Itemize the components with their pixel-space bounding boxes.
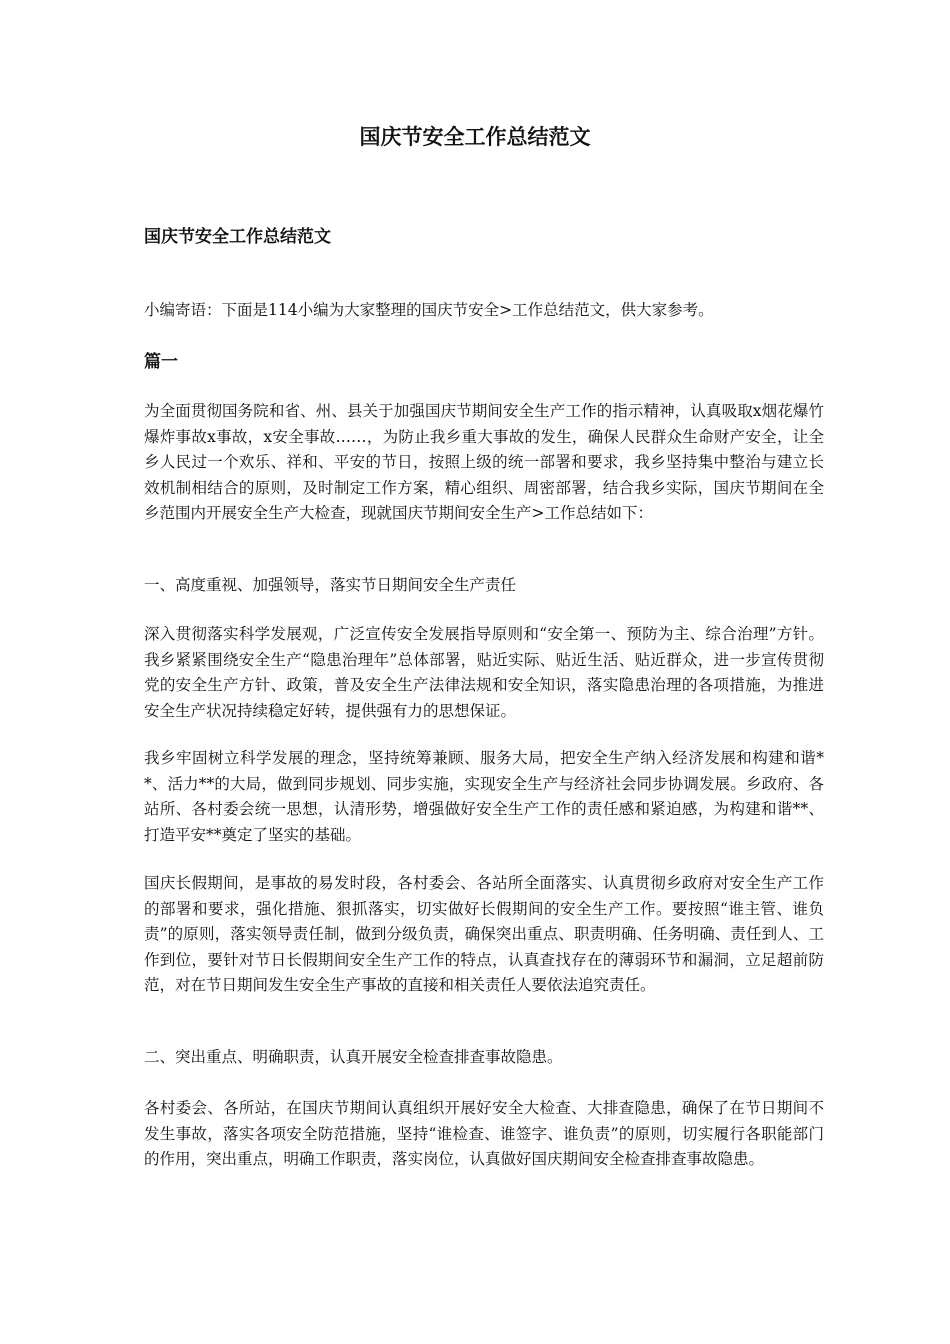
paragraph-body: 各村委会、各所站，在国庆节期间认真组织开展好安全大检查、大排查隐患，确保了在节日期间不发生事故，落实各项安全防范措施，坚持“谁检查、谁签字、谁负责”的原则，切实履行各职能部门的作用，突出重点，明确工作职责，落实岗位，认真做好国庆期间安全检查排查事故隐患。 xyxy=(144,1099,824,1168)
document-subtitle: 国庆节安全工作总结范文 xyxy=(144,227,331,247)
paragraph-body: 深入贯彻落实科学发展观，广泛宣传安全发展指导原则和“安全第一、预防为主、综合治理”方针。我乡紧紧围绕安全生产“隐患治理年”总体部署，贴近实际、贴近生活、贴近群众，进一步宣传贯彻党的安全生产方针、政策，普及安全生产法律法规和安全知识，落实隐患治理的各项措施，为推进安全生产状况持续稳定好转，提供强有力的思想保证。 xyxy=(144,625,824,720)
paragraph-body: 国庆长假期间，是事故的易发时段，各村委会、各站所全面落实、认真贯彻乡政府对安全生产工作的部署和要求，强化措施、狠抓落实，切实做好长假期间的安全生产工作。要按照“谁主管、谁负责”的原则，落实领导责任制，做到分级负责，确保突出重点、职责明确、任务明确、责任到人、工作到位，要针对节日长假期间安全生产工作的特点，认真查找存在的薄弱环节和漏洞，立足超前防范，对在节日期间发生安全生产事故的直接和相关责任人要依法追究责任。 xyxy=(144,874,824,994)
section-label: 篇一 xyxy=(144,352,178,372)
heading-part-one: 一、高度重视、加强领导，落实节日期间安全生产责任 xyxy=(144,576,517,594)
paragraph-opening: 为全面贯彻国务院和省、州、县关于加强国庆节期间安全生产工作的指示精神，认真吸取x烟花爆竹爆炸事故x事故，x安全事故……，为防止我乡重大事故的发生，确保人民群众生命财产安全，让全乡人民过一个欢乐、祥和、平安的节日，按照上级的统一部署和要求，我乡坚持集中整治与建立长效机制相结合的原则，及时制定工作方案，精心组织、周密部署，结合我乡实际，国庆节期间在全乡范围内开展安全生产大检查，现就国庆节期间安全生产>工作总结如下： xyxy=(144,402,824,522)
heading-part-two: 二、突出重点、明确职责，认真开展安全检查排查事故隐患。 xyxy=(144,1048,563,1066)
document-title: 国庆节安全工作总结范文 xyxy=(359,124,591,149)
intro-paragraph: 小编寄语：下面是114小编为大家整理的国庆节安全>工作总结范文，供大家参考。 xyxy=(144,301,714,319)
paragraph-body: 我乡牢固树立科学发展的理念，坚持统筹兼顾、服务大局，把安全生产纳入经济发展和构建和谐**、活力**的大局，做到同步规划、同步实施，实现安全生产与经济社会同步协调发展。乡政府、各站所、各村委会统一思想，认清形势，增强做好安全生产工作的责任感和紧迫感，为构建和谐**、打造平安**奠定了坚实的基础。 xyxy=(144,749,824,844)
